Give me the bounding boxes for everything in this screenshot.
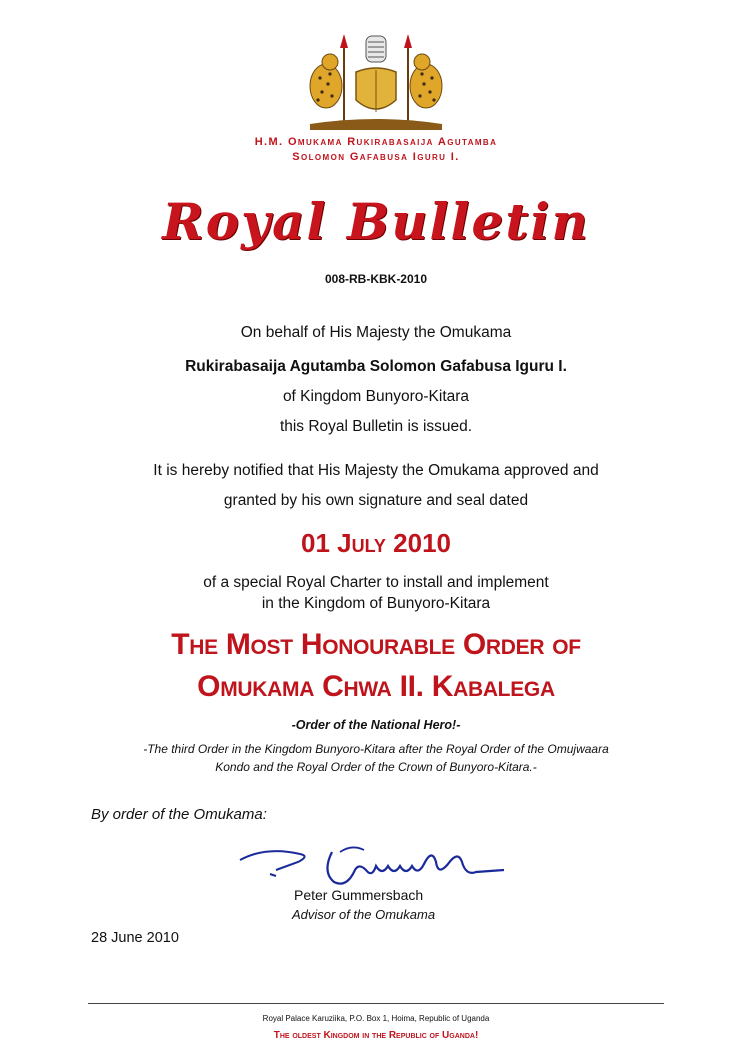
by-order-label: By order of the Omukama: [91, 806, 267, 823]
body-line-8: in the Kingdom of Bunyoro-Kitara [261, 595, 491, 612]
body-line-1: On behalf of His Majesty the Omukama [240, 324, 512, 341]
bulletin-reference: 008-RB-KBK-2010 [324, 272, 428, 286]
body-line-4: this Royal Bulletin is issued. [279, 418, 473, 435]
body-line-5: It is hereby notified that His Majesty the Omukama approved and [153, 462, 599, 479]
signing-date: 28 June 2010 [91, 930, 179, 946]
charter-date: 01 July 2010 [300, 528, 451, 558]
king-name-line-1: H.M. Omukama Rukirabasaija Agutamba [254, 136, 498, 148]
footer-tagline: The oldest Kingdom in the Republic of Uganda! [273, 1030, 479, 1041]
body-line-3: of Kingdom Bunyoro-Kitara [282, 388, 470, 405]
king-name-line-2: Solomon Gafabusa Iguru I. [292, 151, 460, 163]
body-line-2: Rukirabasaija Agutamba Solomon Gafabusa Iguru I. [185, 358, 567, 375]
royal-crest-icon [296, 34, 456, 134]
order-subtitle: -Order of the National Hero!- [291, 718, 461, 732]
page-title: Royal Bulletin [162, 192, 590, 251]
footer-address: Royal Palace Karuziika, P.O. Box 1, Hoima, Republic of Uganda [262, 1014, 490, 1023]
order-title-line-2: Omukama Chwa II. Kabalega [197, 670, 555, 703]
order-note-line-2: Kondo and the Royal Order of the Crown of Bunyoro-Kitara.- [215, 760, 537, 774]
body-line-6: granted by his own signature and seal dated [223, 492, 529, 509]
body-line-7: of a special Royal Charter to install and implement [203, 574, 549, 591]
signatory-name: Peter Gummersbach [294, 887, 424, 903]
signatory-role: Advisor of the Omukama [292, 907, 436, 922]
order-title-line-1: The Most Honourable Order of [171, 628, 581, 661]
footer-divider [88, 1003, 664, 1004]
order-note-line-1: -The third Order in the Kingdom Bunyoro-Kitara after the Royal Order of the Omujwaara [143, 742, 609, 756]
